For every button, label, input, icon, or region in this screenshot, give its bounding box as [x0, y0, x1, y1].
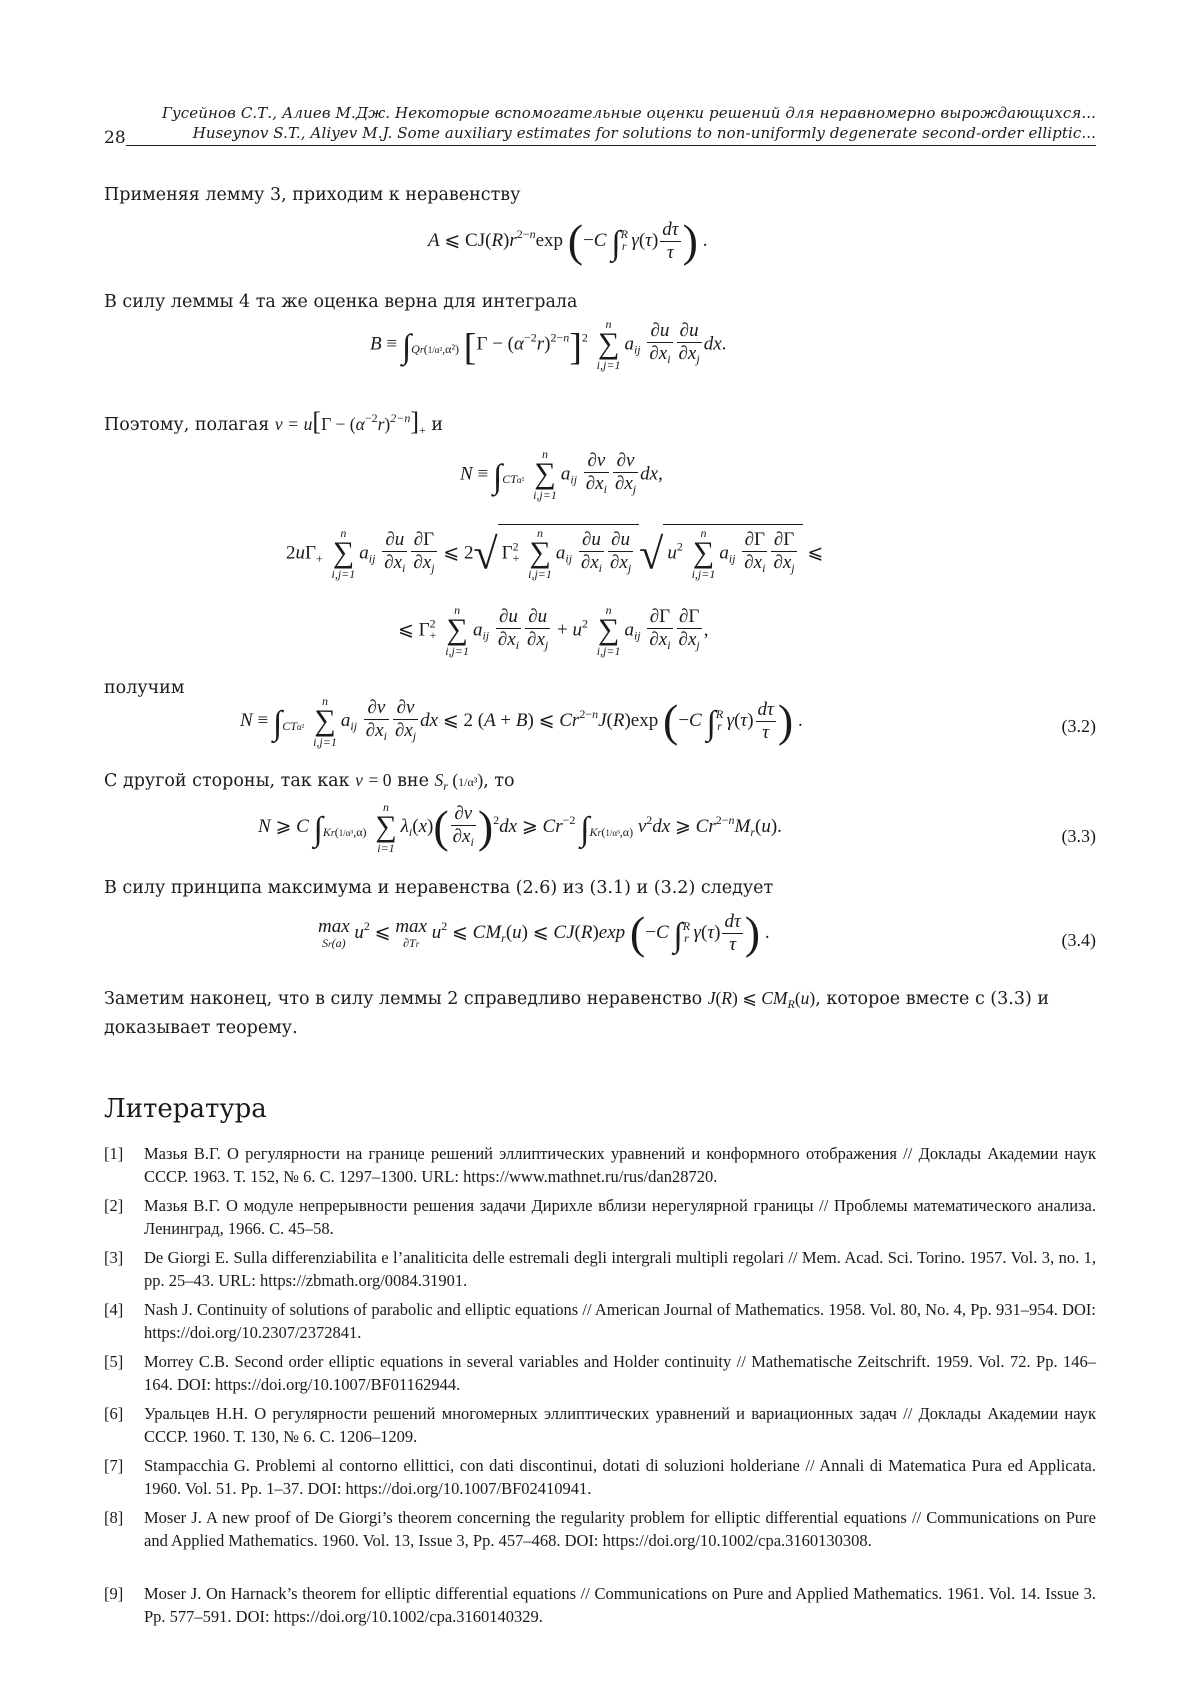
reference-number: [6] [104, 1404, 124, 1423]
reference-text: Уральцев Н.Н. О регулярности решений многомерных эллиптических уравнений и вариационных задач // Доклады Академии наук СССР. 1960. Т. 130, № 6. С. 1206–1209. [144, 1404, 1096, 1446]
reference-text: Moser J. On Harnack’s theorem for elliptic differential equations // Communications on Pure and Applied Mathematics. 1961. Vol. 14. Issue 3. Pp. 577–591. DOI: https://doi.org/10.1002/cpa.3160140329. [144, 1584, 1096, 1626]
page-number: 28 [104, 128, 126, 148]
paragraph-7: Заметим наконец, что в силу леммы 2 справедливо неравенство J(R) ⩽ $CM_R(u)$, которое вместе с (3.3) и доказывает теорему. [104, 988, 1050, 1038]
equation-cauchy-schwarz: $2u\Gamma_+$ n ∑ i,j=1 $a_{ij}$ $\frac{\partial u}{\partial x_i}$ $\frac{\partial\Gamma}{\partial x_j}$ ⩽ 2√ $\Gamma^2_+$ n ∑ i,j=1 $a_{ij}$ $\frac{\partial u}{\partial x_i}$ $\frac{\partial u}{\partial x_j}$ √ $u^2$ n ∑ i,j=1 $a_{ij}$ $\frac{\partial\Gamma}{\partial x_i}$ $\frac{\partial\Gamma}{\partial x_j}$ ⩽ [286, 526, 824, 581]
paragraph-5-suffix: , то [483, 771, 515, 791]
reference-number: [8] [104, 1508, 124, 1527]
equation-3-4: max Sr(a) $u^2$ ⩽ max ∂Tr $u^2$ ⩽ $CM_r(u)$ ⩽ CJ(R)exp (−C ∫$^R_r$ γ(τ) $\frac{d\tau}{\tau}$ ) . [318, 907, 770, 958]
running-head-en: Huseynov S.T., Aliyev M.J. Some auxiliary estimates for solutions to non-uniformly degenerate second-order elliptic... [192, 124, 1096, 142]
equation-3-3: N ⩾ C $\int_{Kr(1/\alpha^3,\alpha)}$ n ∑ i=1 $\lambda_i(x)$( $\frac{\partial v}{\partial x_i}$ )$^2$dx ⩾ $Cr^{-2}$ $\int_{Kr(1/\alpha^3,\alpha)}$ $v^2dx$ ⩾ $Cr^{2-n}M_r(u)$. [258, 799, 782, 855]
paragraph-4: получим [104, 678, 185, 698]
reference-number: [1] [104, 1144, 124, 1163]
paragraph-5: С другой стороны, так как v = 0 вне $S_r$ (1/α³), то [104, 770, 515, 793]
reference-text: Stampacchia G. Problemi al contorno ellittici, con dati discontinui, dotati di soluzioni holderiane // Annali di Matematica Pura ed Applicata. 1960. Vol. 51. Pp. 1–37. DOI: https://doi.org/10.1007/BF02410941. [144, 1456, 1096, 1498]
running-head-ru: Гусейнов С.Т., Алиев М.Дж. Некоторые вспомогательные оценки решений для неравномерно вырождающихся... [161, 104, 1096, 122]
reference-text: Мазья В.Г. О регулярности на границе решений эллиптических уравнений и конформного отображения // Доклады Академии наук СССР. 1963. Т. 152, № 6. С. 1297–1300. URL: https://www.mathnet.ru/rus/dan28720. [144, 1144, 1096, 1186]
reference-text: Мазья В.Г. О модуле непрерывности решения задачи Дирихле вблизи нерегулярной границы // Проблемы математического анализа. Ленинград, 1966. С. 45–58. [144, 1196, 1096, 1238]
equation-label-3-4: (3.4) [1061, 930, 1096, 950]
equation-n-definition: $N \equiv \int_{CT\alpha^2}$ n ∑ i,j=1 $a_{ij}$ $\frac{\partial v}{\partial x_i}$ $\frac{\partial v}{\partial x_j}$ dx, [460, 447, 663, 502]
reference-text: Morrey C.B. Second order elliptic equations in several variables and Holder continuity // Mathematische Zeitschrift. 1959. Vol. 72. Pp. 146–164. DOI: https://doi.org/10.1007/BF01162944. [144, 1352, 1096, 1394]
equation-b-integral: $B \equiv \int_{Qr(1/\alpha^2,\alpha^2)}$ $[\Gamma - (\alpha^{-2}r)^{2-n}]^2$ n ∑ i,j=1 $a_{ij}$ $\frac{\partial u}{\partial x_i}$ $\frac{\partial u}{\partial x_j}$ dx. [370, 317, 727, 372]
reference-number: [3] [104, 1248, 124, 1267]
reference-text: De Giorgi E. Sulla differenziabilita e l’analiticita delle estremali degli intergrali multipli regolari // Mem. Acad. Sci. Torino. 1957. Vol. 3, no. 1, pp. 25–43. URL: https://zbmath.org/0084.31901. [144, 1248, 1096, 1290]
equation-cauchy-schwarz-cont: ⩽ $\Gamma^2_+$ n ∑ i,j=1 $a_{ij}$ $\frac{\partial u}{\partial x_i}$ $\frac{\partial u}{\partial x_j}$ + $u^2$ n ∑ i,j=1 $a_{ij}$ $\frac{\partial\Gamma}{\partial x_i}$ $\frac{\partial\Gamma}{\partial x_j}$ , [398, 603, 709, 658]
paragraph-2: В силу леммы 4 та же оценка верна для интеграла [104, 292, 578, 312]
paragraph-3-prefix: Поэтому, полагая [104, 415, 270, 435]
equation-label-3-2: (3.2) [1061, 716, 1096, 736]
reference-text: Moser J. A new proof of De Giorgi’s theorem concerning the regularity problem for elliptic differential equations // Communications on Pure and Applied Mathematics. 1960. Vol. 13, Issue 3, Pp. 457–468. DOI: https://doi.org/10.1002/cpa.3160130308. [144, 1508, 1096, 1550]
reference-number: [4] [104, 1300, 124, 1319]
equation-a-estimate: A ⩽ $CJ(R)r^{2-n}\exp$ (−C ∫$^R_r$ γ(τ) $\frac{d\tau}{\tau}$ ) . [428, 215, 708, 266]
reference-number: [5] [104, 1352, 124, 1371]
paragraph-1: Применяя лемму 3, приходим к неравенству [104, 185, 521, 205]
paragraph-6: В силу принципа максимума и неравенства (2.6) из (3.1) и (3.2) следует [104, 878, 774, 898]
equation-3-2: $N \equiv \int_{CT\alpha^2}$ n ∑ i,j=1 $a_{ij}$ $\frac{\partial v}{\partial x_i}$ $\frac{\partial v}{\partial x_j}$ dx ⩽ 2 (A + B) ⩽ $Cr^{2-n}J(R)\exp$ (−C ∫$^R_r$ γ(τ) $\frac{d\tau}{\tau}$ ) . [240, 693, 803, 749]
header-rule [126, 145, 1096, 146]
reference-number: [7] [104, 1456, 124, 1475]
paragraph-3: Поэтому, полагая $v = u[\Gamma - (\alpha^{-2}r)^{2-n}]_+$ и [104, 407, 444, 437]
reference-text: Nash J. Continuity of solutions of parabolic and elliptic equations // American Journal of Mathematics. 1958. Vol. 80, No. 4, Pp. 931–954. DOI: https://doi.org/10.2307/2372841. [144, 1300, 1096, 1342]
paragraph-3-suffix: и [431, 415, 444, 435]
equation-label-3-3: (3.3) [1061, 826, 1096, 846]
paragraph-5-prefix: С другой стороны, так как [104, 771, 350, 791]
references-title: Литература [104, 1094, 267, 1124]
reference-number: [2] [104, 1196, 124, 1215]
paragraph-7-suffix: , которое вместе с (3.3) и доказывает теорему. [104, 989, 1050, 1038]
reference-number: [9] [104, 1584, 124, 1603]
paragraph-5-mid: вне [397, 771, 429, 791]
paragraph-7-prefix: Заметим наконец, что в силу леммы 2 справедливо неравенство [104, 989, 703, 1009]
